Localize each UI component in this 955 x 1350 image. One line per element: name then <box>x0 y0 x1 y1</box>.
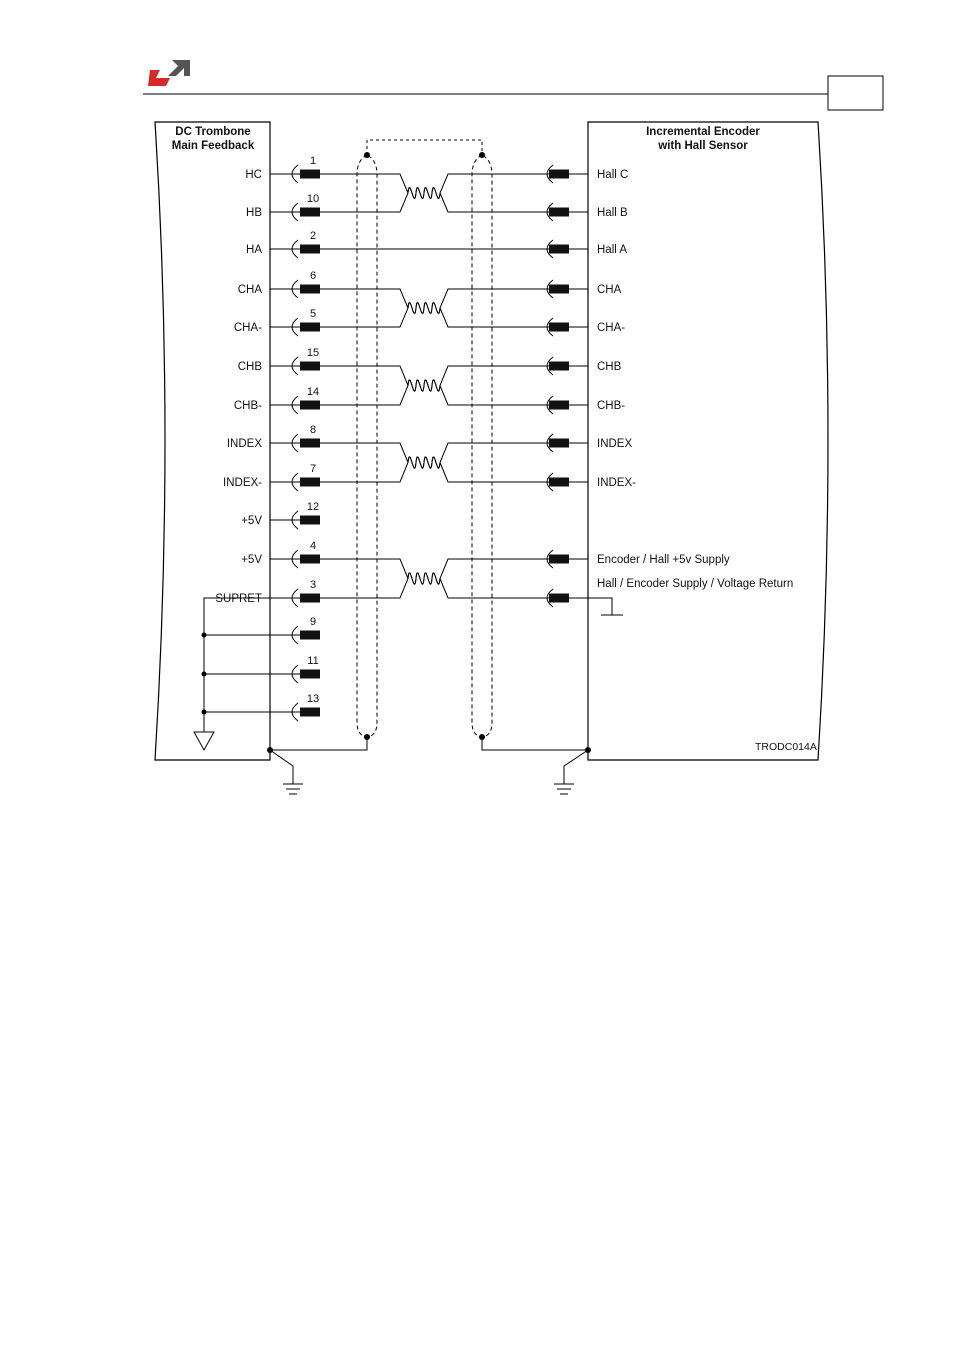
left-pin-icon <box>300 439 320 448</box>
pin-number: 11 <box>307 655 319 667</box>
left-pin-icon <box>300 208 320 217</box>
right-signal-label: Hall C <box>597 169 629 181</box>
pin-number: 15 <box>306 347 320 359</box>
logo-red-mark <box>148 70 170 86</box>
right-signal-label: INDEX <box>597 438 633 450</box>
right-signal-label: Encoder / Hall +5v Supply <box>597 554 730 566</box>
left-signal-label: HA <box>246 244 262 256</box>
right-signal-label: Hall A <box>597 244 628 256</box>
signal-ground-symbol <box>194 732 214 750</box>
right-pin-icon <box>549 478 569 487</box>
cable-conductor <box>320 188 549 212</box>
pin-row <box>246 230 627 258</box>
left-signal-label: +5V <box>241 515 262 527</box>
right-title-1: Incremental Encoder <box>646 126 760 138</box>
cable-conductor <box>320 443 549 468</box>
right-pin-icon <box>549 401 569 410</box>
shield-bridge <box>367 140 482 155</box>
left-title-2: Main Feedback <box>171 140 255 152</box>
pin-number: 13 <box>306 693 320 705</box>
pin-number: 10 <box>306 193 320 205</box>
pin-number: 3 <box>309 579 317 591</box>
right-title-2: with Hall Sensor <box>658 140 748 152</box>
pin-number: 12 <box>306 501 320 513</box>
right-signal-label: CHA <box>597 284 622 296</box>
left-signal-label: +5V <box>241 554 262 566</box>
pin-row <box>245 155 628 198</box>
pin-row <box>204 616 320 644</box>
left-pin-icon <box>300 631 320 640</box>
pin-number: 7 <box>309 463 317 475</box>
left-pin-icon <box>300 170 320 179</box>
shield-dot-tr <box>479 152 485 158</box>
left-pin-icon <box>300 401 320 410</box>
pin-row <box>246 188 628 221</box>
cable-conductor <box>320 174 549 198</box>
right-pin-icon <box>549 439 569 448</box>
chassis-ground-right <box>554 750 588 794</box>
shield-dot-tl <box>364 152 370 158</box>
left-pin-icon <box>300 708 320 717</box>
right-pin-icon <box>549 594 569 603</box>
pin-row <box>215 573 793 607</box>
left-signal-label: HB <box>246 207 262 219</box>
chassis-ground-left <box>270 750 303 794</box>
pin-number: 2 <box>309 230 317 242</box>
left-signal-label: INDEX- <box>223 477 262 489</box>
pin-number: 1 <box>309 155 317 167</box>
logo-grey-mark <box>168 60 190 76</box>
pin-row <box>227 424 633 468</box>
left-pin-icon <box>300 516 320 525</box>
right-pin-icon <box>549 323 569 332</box>
cable-conductor <box>320 573 549 598</box>
right-signal-label: CHB <box>597 361 622 373</box>
cable-conductor <box>320 457 549 482</box>
left-signal-label: CHB <box>237 361 262 373</box>
left-signal-label: SUPRET <box>215 593 262 605</box>
left-signal-label: INDEX <box>226 438 262 450</box>
cable-conductor <box>320 559 549 584</box>
pin-number: 14 <box>306 386 320 398</box>
left-signal-label: HC <box>245 169 262 181</box>
cable-shield-right <box>472 155 492 737</box>
cable-conductor <box>320 289 549 313</box>
cable-conductor <box>320 380 549 405</box>
pin-row <box>238 347 622 391</box>
company-logo <box>148 60 190 86</box>
left-signal-label: CHA- <box>233 322 262 334</box>
right-signal-label: INDEX- <box>597 477 636 489</box>
diagram-code: TRODC014A <box>755 741 817 753</box>
pin-row <box>238 270 622 313</box>
left-pin-icon <box>300 594 320 603</box>
pin-row <box>241 501 320 529</box>
pin-number: 6 <box>309 270 317 282</box>
pin-number: 8 <box>309 424 317 436</box>
right-pin-icon <box>549 285 569 294</box>
left-title-1: DC Trombone <box>175 126 251 138</box>
page-number-box <box>828 76 883 110</box>
cable-shield-left <box>357 155 377 737</box>
pin-number: 5 <box>309 308 317 320</box>
pin-row <box>223 457 636 491</box>
return-ground-symbol <box>570 598 623 615</box>
pin-number: 9 <box>309 616 317 628</box>
right-pin-icon <box>549 208 569 217</box>
cable-conductor <box>320 303 549 327</box>
right-pin-icon <box>549 362 569 371</box>
cable-conductor <box>320 366 549 391</box>
left-pin-icon <box>300 478 320 487</box>
pin-number: 4 <box>309 540 317 552</box>
right-signal-label: Hall / Encoder Supply / Voltage Return <box>597 578 794 590</box>
right-signal-label: Hall B <box>597 207 628 219</box>
shield-ground-right-wire <box>482 737 588 750</box>
left-signal-label: CHA <box>237 284 262 296</box>
left-pin-icon <box>300 245 320 254</box>
left-signal-label: CHB- <box>233 400 262 412</box>
left-pin-icon <box>300 323 320 332</box>
pin-row <box>234 303 625 336</box>
left-pin-icon <box>300 362 320 371</box>
left-pin-icon <box>300 670 320 679</box>
right-pin-icon <box>549 245 569 254</box>
left-pin-icon <box>300 285 320 294</box>
pin-row <box>234 380 625 414</box>
right-signal-label: CHA- <box>597 322 626 334</box>
pin-row <box>204 655 320 683</box>
shield-ground-left-wire <box>270 737 367 750</box>
pin-row <box>204 693 320 721</box>
right-pin-icon <box>549 555 569 564</box>
right-pin-icon <box>549 170 569 179</box>
pin-rows <box>204 155 793 721</box>
right-signal-label: CHB- <box>597 400 626 412</box>
left-pin-icon <box>300 555 320 564</box>
